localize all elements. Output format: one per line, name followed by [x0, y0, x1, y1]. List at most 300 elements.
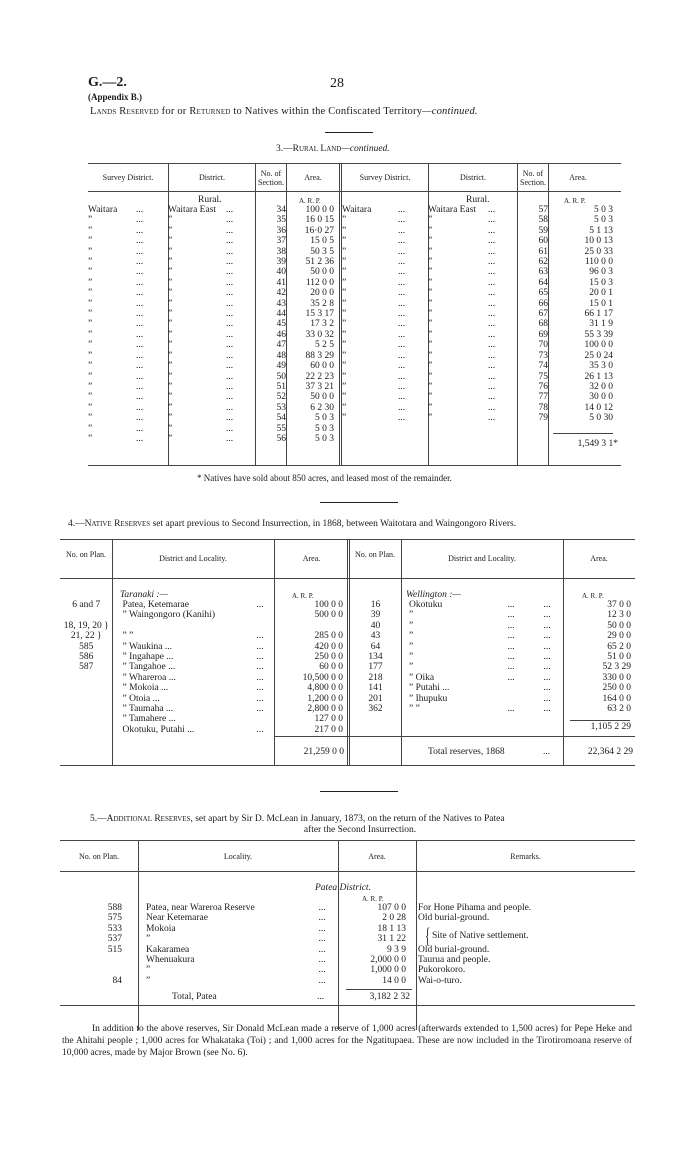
locality: Near Ketemarae — [146, 913, 208, 924]
s3-left-row — [88, 236, 342, 246]
spacer — [410, 934, 418, 944]
col-locality: Locality. — [223, 852, 253, 861]
dots: ... — [318, 955, 326, 966]
area-value: 50 0 0 — [607, 620, 631, 631]
s3-right-row — [342, 372, 621, 382]
arp-label-2: A. R. P. — [564, 197, 586, 205]
col-area: Area. — [368, 852, 386, 861]
s3-left-row — [88, 382, 342, 392]
col-survey-district: Survey District. — [88, 164, 169, 191]
col-area-2: Area. — [569, 173, 587, 182]
col-district-2: District. — [429, 164, 518, 191]
subtotal-rule — [346, 989, 412, 990]
s4-left-row — [60, 631, 349, 641]
spacer — [122, 924, 146, 934]
dots: ... — [226, 267, 234, 278]
section3-right-table — [342, 205, 621, 424]
appendix-label: (Appendix B.) — [88, 92, 143, 102]
area-value: 26 1 13 — [584, 371, 613, 382]
area-value: 51 2 36 — [305, 257, 334, 268]
document-reference — [88, 76, 142, 104]
area-value: 32 0 0 — [589, 381, 613, 392]
area-value: 2,800 0 0 — [307, 704, 343, 715]
section-number: 60 — [538, 236, 548, 247]
dots: ... — [398, 205, 406, 215]
area-value: 31 1 22 — [377, 934, 406, 945]
section-number: 75 — [538, 371, 548, 382]
total-rule — [274, 736, 635, 737]
locality: ” ” — [409, 704, 420, 715]
region-wellington: Wellington :— — [406, 590, 461, 600]
locality: Okotuku, Putahi ... — [122, 724, 195, 735]
col-remarks: Remarks. — [510, 852, 541, 861]
arp-label-2: A. R. P. — [582, 592, 604, 600]
dots: ... — [543, 631, 551, 642]
page-number: 28 — [330, 76, 344, 91]
district: ” — [168, 350, 173, 361]
area-value: 5 1 13 — [589, 225, 613, 236]
s4-right-row — [350, 642, 635, 652]
dots: ... — [226, 423, 234, 434]
dots: ... — [398, 288, 406, 299]
locality: Patea, near Wareroa Reserve — [146, 903, 255, 913]
s3-left-row — [88, 434, 342, 444]
plan-number: 537 — [107, 934, 122, 945]
area-value: 9 3 9 — [387, 944, 406, 955]
section3-total: 1,549 3 1* — [577, 439, 618, 449]
area-value: 330 0 0 — [602, 672, 631, 683]
area-value: 50 0 0 — [310, 267, 334, 278]
dots: ... — [226, 413, 234, 424]
section-number: 64 — [538, 277, 548, 288]
s4-right-row — [350, 683, 635, 693]
dots: ... — [507, 631, 515, 642]
dots: ... — [398, 277, 406, 288]
s3-left-row — [88, 413, 342, 423]
dots: ... — [136, 267, 144, 278]
dots: ... — [398, 361, 406, 372]
survey-district: ” — [342, 215, 347, 226]
s4-left-row — [60, 662, 349, 672]
s5-row — [60, 903, 635, 913]
area-value: 16 0 15 — [305, 215, 334, 226]
s5-row — [60, 955, 635, 965]
survey-district: ” — [342, 361, 347, 372]
area-value: 1,000 0 0 — [370, 965, 406, 976]
dots: ... — [488, 288, 496, 299]
s3-right-row — [342, 215, 621, 225]
locality: ” Mokoia ... — [122, 683, 169, 694]
dots: ... — [256, 600, 264, 610]
dots: ... — [488, 309, 496, 320]
area-value: 18 1 13 — [377, 923, 406, 934]
col-area: Area. — [287, 164, 342, 191]
s3-right-row — [342, 309, 621, 319]
area-value: 50 0 0 — [310, 392, 334, 403]
section-number: 35 — [276, 215, 286, 226]
district: ” — [168, 381, 173, 392]
district: ” — [168, 361, 173, 372]
remark: Wai-o-turo. — [418, 975, 462, 986]
plan-number: 16 — [370, 600, 381, 610]
plan-number — [60, 955, 122, 965]
survey-district: ” — [88, 319, 93, 330]
locality — [113, 621, 244, 631]
dots: ... — [543, 704, 551, 715]
plan-number: 588 — [107, 903, 122, 913]
district: ” — [428, 402, 433, 413]
dots: ... — [318, 944, 326, 955]
s3-right-row — [342, 267, 621, 277]
section3-continued: —continued. — [341, 144, 390, 154]
section3-title: Rural Land — [292, 144, 342, 154]
survey-district: Waitara — [342, 205, 372, 215]
dots — [491, 694, 531, 704]
area-value: 2,000 0 0 — [370, 955, 406, 966]
area-value: 2 0 28 — [382, 913, 406, 924]
dots: ... — [398, 371, 406, 382]
s5-row — [60, 976, 635, 986]
dots: ... — [226, 309, 234, 320]
district: ” — [428, 371, 433, 382]
dots: ... — [488, 413, 496, 424]
remark: Pukorokoro. — [418, 965, 466, 976]
survey-district: ” — [88, 277, 93, 288]
locality: ” Putahi ... — [409, 683, 450, 694]
locality: ” Otoia ... — [122, 693, 160, 704]
survey-district: ” — [88, 309, 93, 320]
section5-table — [60, 903, 635, 986]
section5-number: 5.— — [90, 814, 107, 824]
dots: ... — [136, 329, 144, 340]
dots: ... — [398, 413, 406, 424]
s3-right-row — [342, 382, 621, 392]
dots: ... — [488, 277, 496, 288]
spacer — [410, 903, 418, 913]
district: Waitara East — [428, 205, 477, 215]
section4-number: 4.— — [68, 519, 85, 529]
dots: ... — [136, 392, 144, 403]
s5-row — [60, 913, 635, 923]
area-value: 5 0 3 — [315, 433, 334, 444]
section-number: 49 — [276, 361, 286, 372]
section3-bottom-rule — [88, 465, 621, 466]
area-value: 420 0 0 — [314, 641, 343, 652]
district: ” — [168, 257, 173, 268]
section-number: 59 — [538, 225, 548, 236]
s3-right-row — [342, 278, 621, 288]
dots: ... — [398, 246, 406, 257]
s4-left-row — [60, 704, 349, 714]
area-value: 16·0 27 — [304, 225, 334, 236]
survey-district: ” — [88, 413, 93, 424]
dots: ... — [226, 288, 234, 299]
section-number: 46 — [276, 329, 286, 340]
dots: ... — [318, 923, 326, 934]
plan-number: 201 — [368, 693, 383, 704]
survey-district: ” — [88, 215, 93, 226]
locality: ” — [409, 662, 414, 673]
plan-number: 84 — [112, 975, 122, 986]
district: ” — [168, 277, 173, 288]
dots: ... — [226, 236, 234, 247]
section-number: 43 — [276, 298, 286, 309]
area-value: 285 0 0 — [314, 631, 343, 642]
dots: ... — [136, 205, 144, 215]
survey-district: ” — [342, 225, 347, 236]
district: ” — [428, 329, 433, 340]
section4-title: Native Reserves — [84, 519, 151, 529]
area-value: 33 0 32 — [305, 329, 334, 340]
area-value: 31 1 9 — [589, 319, 613, 330]
area-value: 5 0 3 — [315, 423, 334, 434]
area-value: 15 3 17 — [305, 309, 334, 320]
dots: ... — [488, 381, 496, 392]
section-number: 69 — [538, 329, 548, 340]
section-number: 52 — [276, 392, 286, 403]
dots: ... — [226, 350, 234, 361]
section-number: 48 — [276, 350, 286, 361]
dots: ... — [488, 225, 496, 236]
spacer — [122, 945, 146, 955]
s3-left-row — [88, 330, 342, 340]
area-value: 5 0 3 — [315, 413, 334, 424]
area-value: 55 3 39 — [584, 329, 613, 340]
area-value: 30 0 0 — [589, 392, 613, 403]
s3-right-row — [342, 330, 621, 340]
remark: Taurua and people. — [418, 955, 491, 966]
dots: ... — [507, 652, 515, 663]
section-number: 78 — [538, 402, 548, 413]
section3-header-row — [88, 163, 621, 192]
s3-right-row — [342, 205, 621, 215]
survey-district: ” — [88, 402, 93, 413]
dots: ... — [136, 309, 144, 320]
district: ” — [428, 277, 433, 288]
arp-label: A. R. P. — [362, 895, 384, 903]
survey-district: ” — [88, 236, 93, 247]
dots: ... — [136, 402, 144, 413]
s3-left-row — [88, 226, 342, 236]
plan-number: 218 — [368, 672, 383, 683]
area-value: 127 0 0 — [314, 714, 343, 725]
s5-row — [60, 934, 635, 944]
plan-number — [60, 673, 113, 683]
district: ” — [168, 225, 173, 236]
plan-number: 177 — [368, 662, 383, 673]
area-value: 5 0 3 — [594, 215, 613, 226]
section5-heading-line2: after the Second Insurrection. — [303, 825, 417, 835]
s3-right-row — [342, 340, 621, 350]
spacer — [122, 913, 146, 923]
dots: ... — [507, 672, 515, 683]
locality: Whenuakura — [146, 955, 195, 966]
s3-left-row — [88, 424, 342, 434]
dots: ... — [226, 381, 234, 392]
survey-district: ” — [88, 298, 93, 309]
total-dots: ... — [543, 747, 551, 757]
col-area-2: Area. — [590, 554, 608, 563]
dots: ... — [136, 423, 144, 434]
locality: ” — [409, 620, 414, 631]
section-number: 63 — [538, 267, 548, 278]
district: ” — [428, 246, 433, 257]
section4-description: set apart previous to Second Insurrection, in 1868, between Waitotara and Waingongoro Rivers. — [150, 519, 517, 529]
section-number: 36 — [276, 225, 286, 236]
s4-left-row — [60, 725, 349, 735]
plan-number: 141 — [368, 683, 383, 694]
dots: ... — [398, 329, 406, 340]
rural-label: Rural. — [198, 195, 222, 205]
dots: ... — [136, 288, 144, 299]
dots: ... — [488, 257, 496, 268]
plan-number: 40 — [370, 620, 381, 631]
plan-number: 43 — [370, 631, 381, 642]
section-number: 79 — [538, 413, 548, 424]
dots: ... — [488, 246, 496, 257]
dots: ... — [226, 392, 234, 403]
dots: ... — [256, 652, 264, 663]
locality: Kakaramea — [146, 944, 190, 955]
arp-label: A. R. P. — [292, 592, 314, 600]
area-value: 63 2 0 — [607, 704, 631, 715]
s3-left-row — [88, 351, 342, 361]
survey-district: ” — [342, 298, 347, 309]
locality: ” Oika — [409, 672, 435, 683]
area-value: 29 0 0 — [607, 631, 631, 642]
survey-district: ” — [88, 392, 93, 403]
section-number: 55 — [276, 423, 286, 434]
area-value: 10 0 13 — [584, 236, 613, 247]
spacer — [122, 934, 146, 944]
district: ” — [168, 329, 173, 340]
district: ” — [428, 350, 433, 361]
s3-right-row — [342, 403, 621, 413]
area-value: 51 0 0 — [607, 652, 631, 663]
s3-left-row — [88, 205, 342, 215]
s5-row — [60, 965, 635, 975]
dots: ... — [507, 704, 515, 715]
section3-number: 3.— — [276, 144, 293, 154]
s3-left-row — [88, 361, 342, 371]
dots: ... — [488, 205, 496, 215]
area-value: 112 0 0 — [305, 277, 334, 288]
area-value: 12 3 0 — [607, 610, 631, 621]
s4-left-row — [60, 714, 349, 724]
dots: ... — [136, 433, 144, 444]
section-number: 53 — [276, 402, 286, 413]
survey-district: ” — [342, 277, 347, 288]
plan-number: 6 and 7 — [72, 600, 101, 610]
s3-right-row — [342, 247, 621, 257]
dots: ... — [543, 641, 551, 652]
dots: ... — [398, 392, 406, 403]
dots: ... — [318, 934, 326, 945]
title-part-c: Returned — [189, 106, 231, 117]
dots: ... — [136, 319, 144, 330]
plan-number — [60, 725, 113, 735]
dots: ... — [398, 236, 406, 247]
s4-left-row — [60, 683, 349, 693]
total-dots: ... — [317, 992, 325, 1002]
section-number: 62 — [538, 257, 548, 268]
patea-district-label: Patea District. — [315, 883, 371, 893]
survey-district: ” — [342, 413, 347, 424]
area-value: 20 0 1 — [589, 288, 613, 299]
section-number: 68 — [538, 319, 548, 330]
area-value: 250 0 0 — [602, 683, 631, 694]
dots: ... — [136, 381, 144, 392]
dots: ... — [226, 257, 234, 268]
district: ” — [428, 392, 433, 403]
spacer — [410, 955, 418, 965]
section-number: 73 — [538, 350, 548, 361]
district: ” — [168, 215, 173, 226]
plan-number: 533 — [107, 923, 122, 934]
col-district: District. — [169, 164, 256, 191]
s3-right-row — [342, 351, 621, 361]
area-value: 164 0 0 — [602, 693, 631, 704]
plan-number: 362 — [368, 704, 383, 715]
dots: ... — [256, 704, 264, 715]
s3-left-row — [88, 288, 342, 298]
title-continued: —continued. — [422, 106, 478, 117]
plan-number — [60, 694, 113, 704]
dots: ... — [136, 350, 144, 361]
dots: ... — [136, 361, 144, 372]
s3-left-row — [88, 267, 342, 277]
area-value: 217 0 0 — [314, 724, 343, 735]
dots: ... — [136, 340, 144, 351]
dots: ... — [136, 215, 144, 226]
dots: ... — [226, 319, 234, 330]
survey-district: ” — [342, 392, 347, 403]
section-number: 34 — [276, 205, 286, 215]
rural-label-2: Rural. — [466, 195, 490, 205]
locality: Mokoia — [146, 923, 176, 934]
section-number: 42 — [276, 288, 286, 299]
s3-left-row — [88, 392, 342, 402]
survey-district: Waitara — [88, 205, 118, 215]
section3-footnote: * Natives have sold about 850 acres, and leased most of the remainder. — [197, 473, 452, 483]
area-value: 250 0 0 — [314, 652, 343, 663]
plan-number: 515 — [107, 944, 122, 955]
locality: ” — [146, 975, 151, 986]
district: ” — [168, 288, 173, 299]
arp-label: A. R. P. — [299, 197, 321, 205]
survey-district: ” — [88, 257, 93, 268]
district: ” — [428, 288, 433, 299]
district: ” — [168, 392, 173, 403]
dots: ... — [543, 600, 551, 610]
dots: ... — [226, 361, 234, 372]
dots: ... — [507, 610, 515, 621]
survey-district: ” — [88, 371, 93, 382]
district: ” — [168, 371, 173, 382]
section-number: 67 — [538, 309, 548, 320]
locality: ” Tamahere ... — [122, 714, 176, 725]
dots: ... — [398, 402, 406, 413]
dots: ... — [136, 257, 144, 268]
locality: ” Ingahape ... — [122, 652, 174, 663]
s3-right-row — [342, 226, 621, 236]
section4-left-table — [60, 600, 349, 735]
area-value: 50 3 5 — [310, 246, 334, 257]
right-subtotal: 1,105 2 29 — [590, 722, 631, 732]
remark: Old burial-ground. — [418, 944, 490, 955]
survey-district: ” — [342, 267, 347, 278]
s4-right-row — [350, 662, 635, 672]
